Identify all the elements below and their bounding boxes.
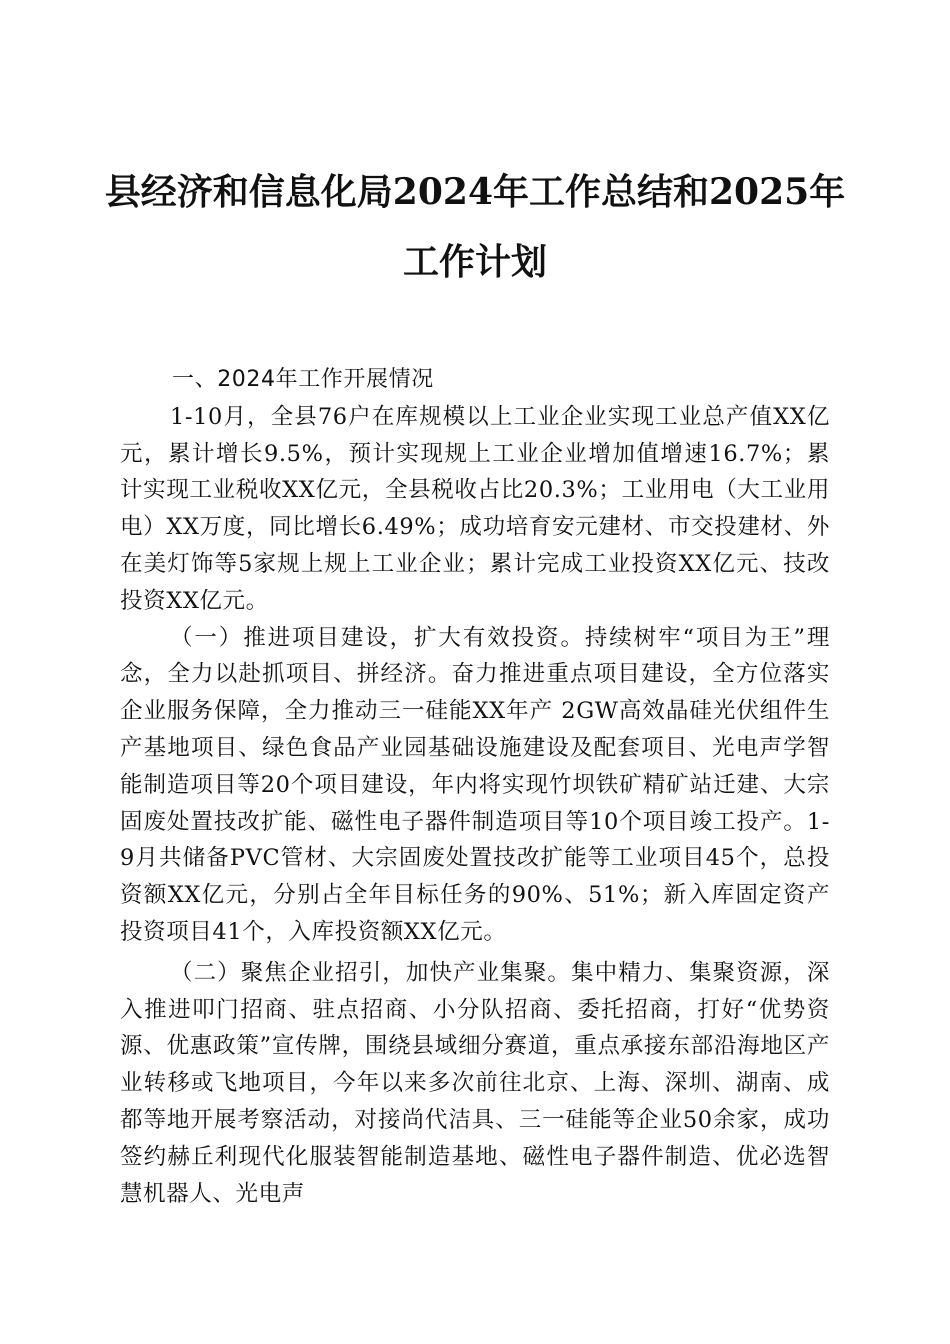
paragraph-investment-attraction	[120, 955, 830, 1213]
subsection-text: 集中精力、集聚资源，深入推进叩门招商、驻点招商、小分队招商、委托招商，打好“优势资源、优惠政策”宣传牌，围绕县域细分赛道，重点承接东部沿海地区产业转移或飞地项目，今年以来多次前往北京、上海、深圳、湖南、成都等地开展考察活动，对接尚代洁具、三一硅能等企业50余家，成功签约赫丘利现代化服装智能制造基地、磁性电子器件制造、优必选智慧机器人、光电声	[120, 959, 831, 1207]
paragraph-overview: 1-10月，全县76户在库规模以上工业企业实现工业总产值XX亿元，累计增长9.5%，预计实现规上工业企业增加值增速16.7%；累计实现工业税收XX亿元，全县税收占比20.3%；工业用电（大工业用电）XX万度，同比增长6.49%；成功培育安元建材、市交投建材、外在美灯饰等5家规上规上工业企业；累计完成工业投资XX亿元、技改投资XX亿元。	[120, 403, 830, 614]
section-heading: 一、2024年工作开展情况	[172, 367, 434, 392]
subsection-lead: （一）推进项目建设，扩大有效投资。	[170, 624, 585, 651]
document-title-line-1: 县经济和信息化局2024年工作总结和2025年	[104, 171, 846, 213]
paragraph-project-construction	[120, 620, 830, 951]
subsection-text: 持续树牢“项目为王”理念，全力以赴抓项目、拼经济。奋力推进重点项目建设，全方位落实企业服务保障，全力推动三一硅能XX年产 2GW高效晶硅光伏组件生产基地项目、绿色食品产业园基础设施建设及配套项目、光电声学智能制造项目等20个项目建设，年内将实现竹坝铁矿精矿站迁建、大宗固废处置技改扩能、磁性电子器件制造项目等10个项目竣工投产。1-9月共储备PVC管材、大宗固废处置技改扩能等工业项目45个，总投资额XX亿元，分别占全年目标任务的90%、51%；新入库固定资产投资项目41个，入库投资额XX亿元。	[120, 624, 830, 945]
document-title-line-2: 工作计划	[402, 241, 547, 283]
subsection-lead: （二）聚焦企业招引，加快产业集聚。	[170, 959, 572, 986]
document-body	[120, 362, 830, 1212]
